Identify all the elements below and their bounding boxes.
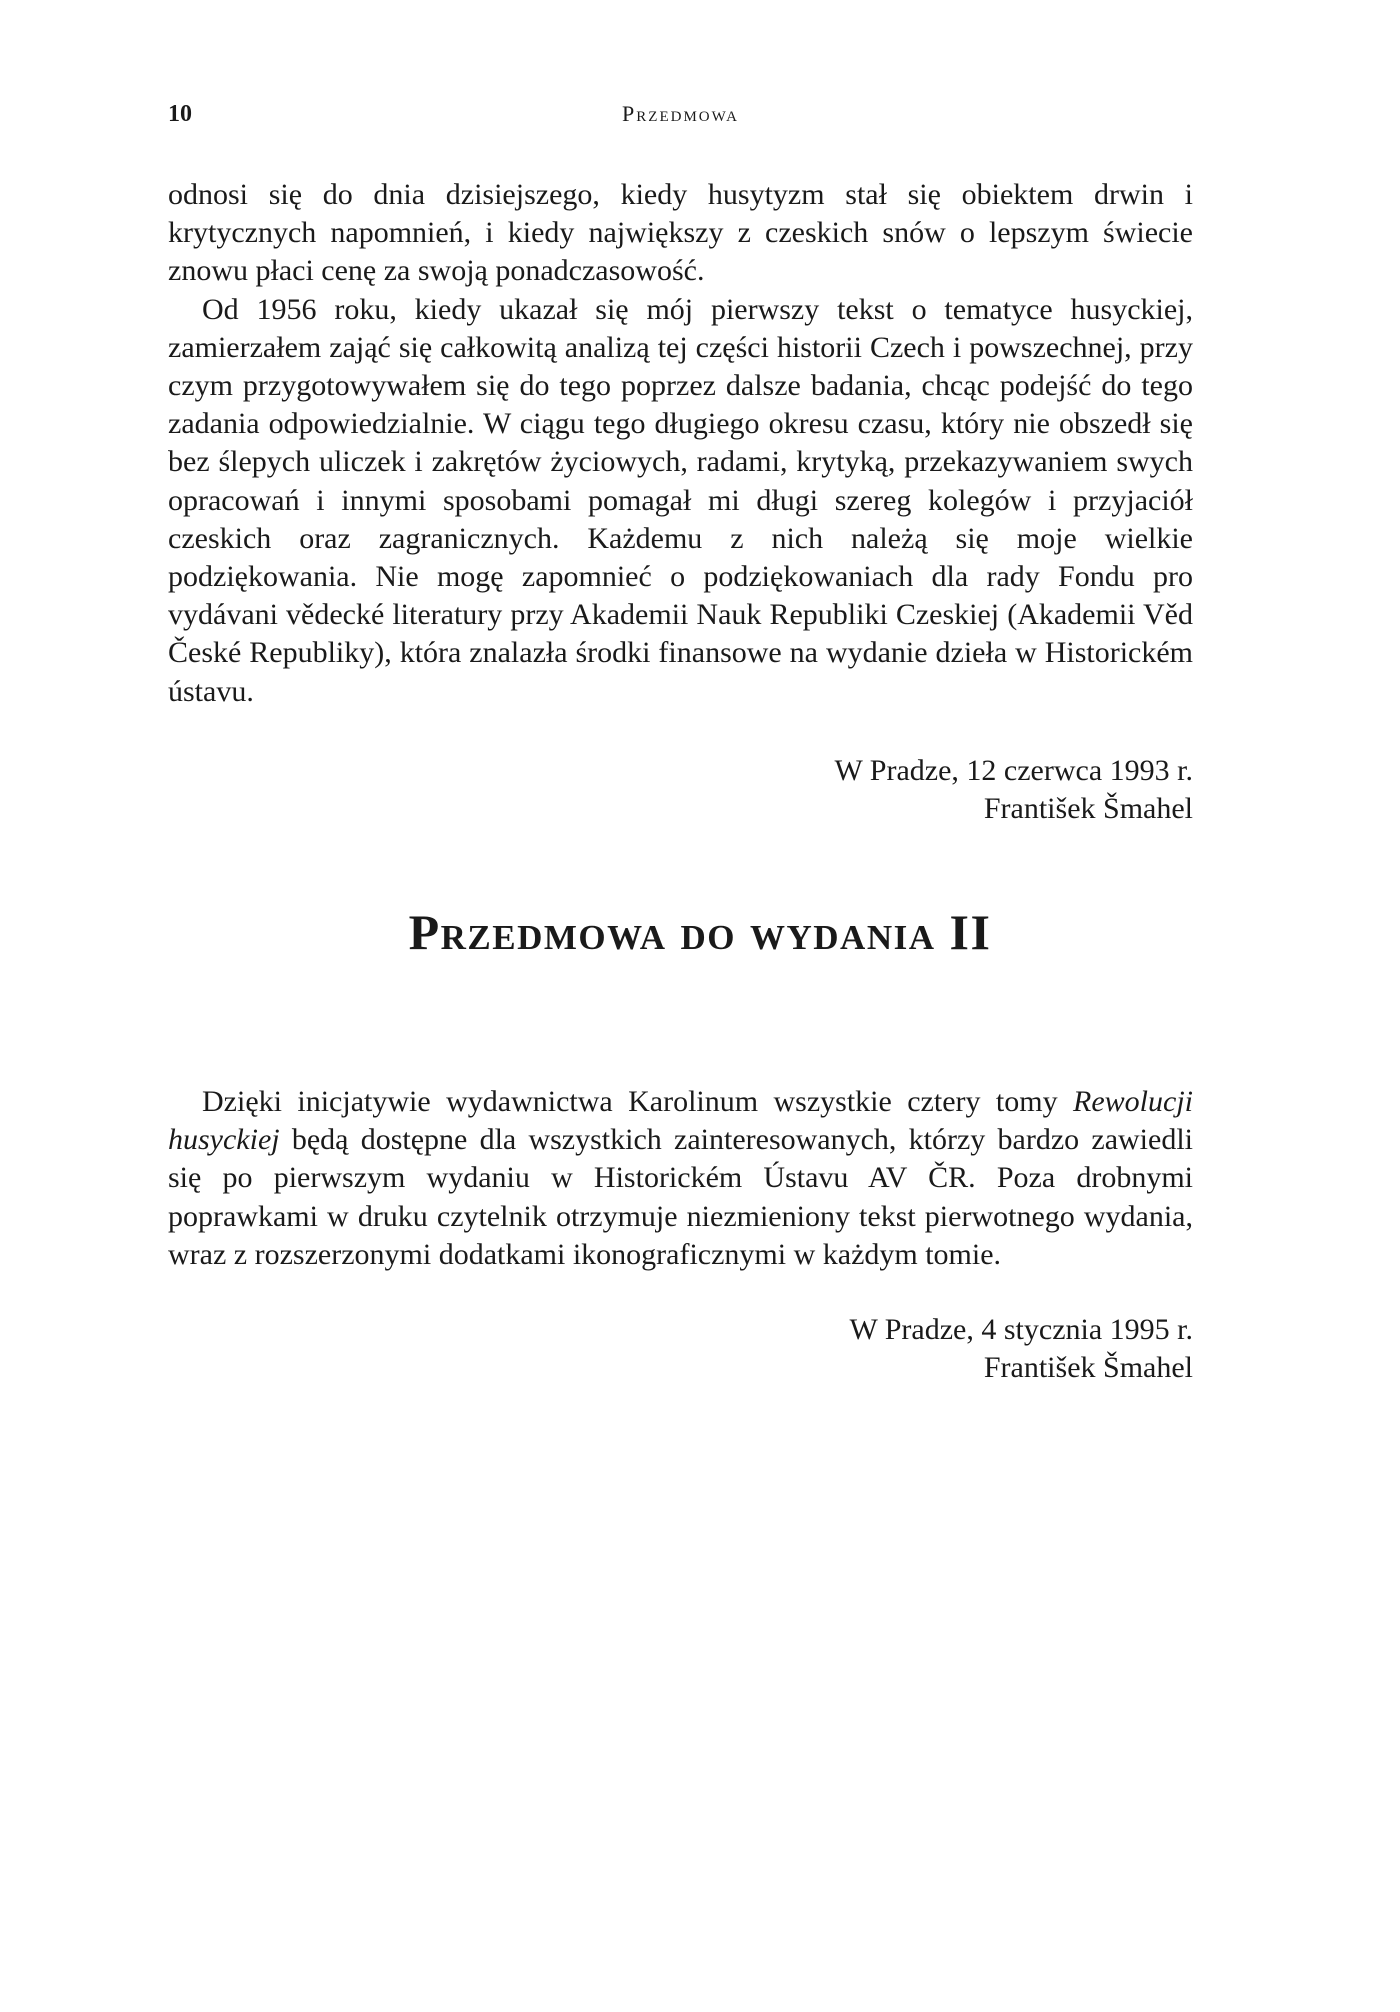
running-head <box>168 101 1193 131</box>
book-title: Rewolucji husyckiej <box>168 1085 1193 1157</box>
paragraph-text-start: Dzięki inicjatywie wydawnictwa Karolinum wszystkie cztery tomy <box>202 1085 1074 1118</box>
running-title: Przedmowa <box>622 101 739 126</box>
signature-block-1995 <box>849 1311 1193 1387</box>
paragraph-second-edition <box>168 1083 1193 1274</box>
signature-author: František Šmahel <box>983 1351 1193 1384</box>
signature-author: František Šmahel <box>983 792 1193 825</box>
paragraph-text-end: będą dostępne dla wszystkich zainteresowanych, którzy bardzo zawiedli się po pierwszym wydaniu w Historickém Ústavu AV ČR. Poza drobnymi poprawkami w druku czytelnik otrzymuje niezmieniony tekst pierwotnego wydania, wraz z rozszerzonymi dodatkami ikonograficznymi w każdym tomie. <box>168 1123 1193 1271</box>
preface-body <box>168 176 1193 711</box>
paragraph-acknowledgements: Od 1956 roku, kiedy ukazał się mój pierwszy tekst o tematyce husyckiej, zamierzałem zająć się całkowitą analizą tej części historii Czech i powszechnej, przy czym przygotowywałem się do tego poprzez dalsze badania, chcąc podejść do tego zadania odpowiedzialnie. W ciągu tego długiego okresu czasu, który nie obszedł się bez ślepych uliczek i zakrętów życiowych, radami, krytyką, przekazywaniem swych opracowań i innymi sposobami pomagał mi długi szereg kolegów i przyjaciół czeskich oraz zagranicznych. Każdemu z nich należą się moje wielkie podziękowania. Nie mogę zapomnieć o podziękowaniach dla rady Fondu pro vydávani vědecké literatury przy Akademii Nauk Republiki Czeskiej (Akademii Věd České Republiky), która znalazła środki finansowe na wydanie dzieła w Historickém ústavu. <box>168 292 1193 708</box>
signature-place-date: W Pradze, 12 czerwca 1993 r. <box>834 754 1193 787</box>
second-edition-body <box>168 1083 1193 1274</box>
page-number: 10 <box>168 101 192 127</box>
signature-place-date: W Pradze, 4 stycznia 1995 r. <box>849 1313 1193 1346</box>
signature-block-1993 <box>835 752 1193 828</box>
paragraph-continued: odnosi się do dnia dzisiejszego, kiedy husytyzm stał się obiektem drwin i krytycznych napomnień, i kiedy największy z czeskich snów o lepszym świecie znowu płaci cenę za swoją ponadczasowość. <box>168 178 1193 288</box>
section-heading: Przedmowa do wydania II <box>408 904 992 960</box>
